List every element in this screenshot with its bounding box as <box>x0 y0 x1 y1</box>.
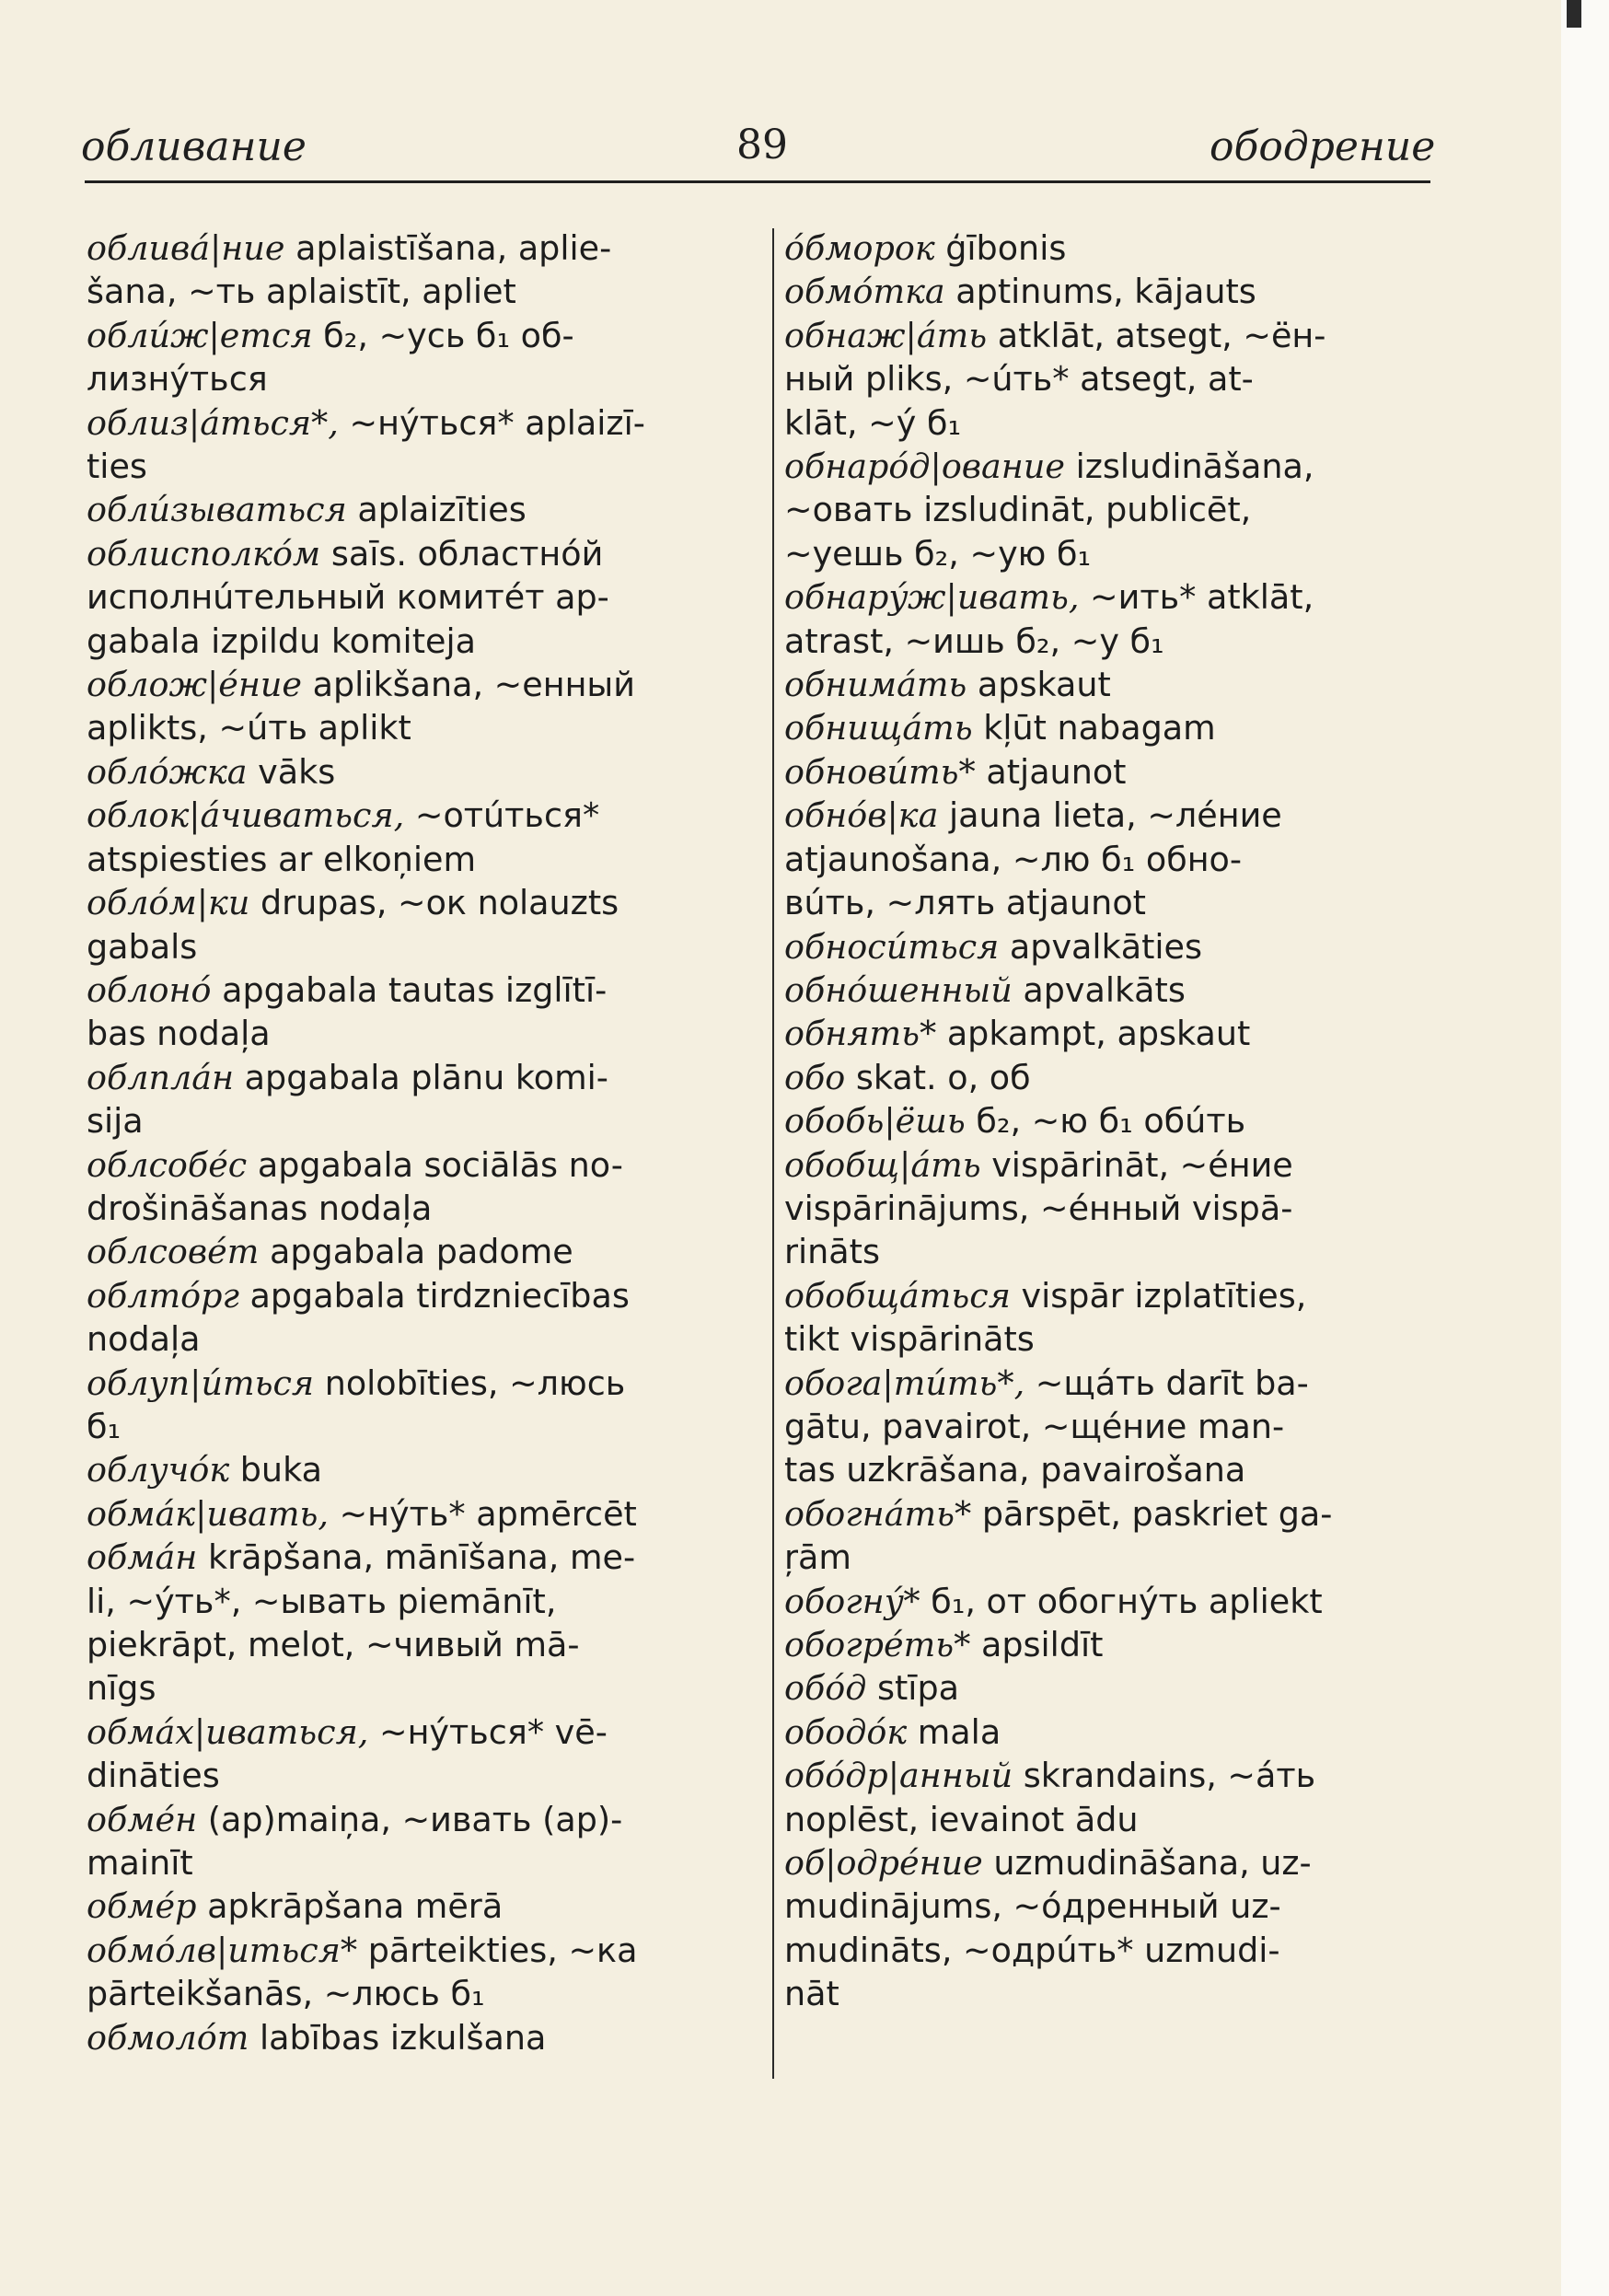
entry-first-line <box>784 794 1440 837</box>
right-column <box>784 226 1440 2016</box>
headword: обновúть* <box>784 751 976 792</box>
definition: apgabala tirdzniecības <box>249 1275 630 1316</box>
headword: облож|éние <box>87 665 303 705</box>
headword: облсовéт <box>87 1232 260 1272</box>
headword: облуп|úться <box>87 1363 315 1403</box>
entry-first-line <box>784 1012 1440 1055</box>
running-head-left: обливание <box>81 123 307 170</box>
headword: óбморок <box>784 228 935 268</box>
headword: обмóтка <box>784 272 945 312</box>
headword: обливá|ние <box>87 228 285 268</box>
definition: drupas, ~ок nolauzts <box>260 883 619 923</box>
entry-first-line <box>784 1362 1440 1405</box>
headword: облок|áчиваться, <box>87 795 405 836</box>
dictionary-entry <box>784 445 1440 575</box>
definition-continuation: nīgs <box>87 1668 156 1709</box>
definition: aplikšana, ~енный <box>312 665 635 705</box>
dictionary-entry <box>784 1143 1440 1274</box>
headword: обмáн <box>87 1537 198 1578</box>
entry-first-line <box>784 445 1440 488</box>
headword: обмáх|иваться, <box>87 1711 369 1752</box>
definition-continuation: tas uzkrāšana, pavairošana <box>784 1450 1246 1490</box>
entry-first-line <box>87 1536 757 1579</box>
headword: обнимáть <box>784 665 967 705</box>
dictionary-entry <box>87 1143 757 1231</box>
dictionary-entry <box>784 1754 1440 1841</box>
definition-continuation: ŗām <box>784 1537 851 1578</box>
entry-first-line <box>87 1798 757 1841</box>
definition-continuation: ный pliks, ~úть* atsegt, at- <box>784 359 1254 400</box>
headword: облисполкóм <box>87 533 321 574</box>
definition: ~нýться* aplaizī- <box>349 402 645 443</box>
definition: atklāt, atsegt, ~ён- <box>997 315 1326 355</box>
definition-continuation: mainīt <box>87 1843 193 1884</box>
definition-continuation: gabals <box>87 926 198 967</box>
headword: обмóлв|иться* <box>87 1930 358 1970</box>
dictionary-entry <box>87 750 757 794</box>
definition-continuation: nodaļa <box>87 1319 201 1360</box>
headword: обогрéть* <box>784 1625 971 1664</box>
dictionary-entry <box>87 1536 757 1710</box>
headword: об|одрéние <box>784 1843 983 1884</box>
headword: обога|тúть*, <box>784 1363 1025 1403</box>
headword: обнóв|ка <box>784 795 939 836</box>
entry-first-line <box>87 314 757 357</box>
left-column <box>87 226 757 2059</box>
headword: облóжка <box>87 751 248 792</box>
definition: skrandains, ~áть <box>1023 1756 1316 1796</box>
definition: apgabala sociālās no- <box>257 1144 623 1185</box>
definition-continuation: б₁ <box>87 1406 122 1446</box>
definition: krāpšana, mānīšana, me- <box>207 1537 636 1578</box>
dictionary-entry <box>87 1710 757 1798</box>
definition: izsludināšana, <box>1075 446 1314 487</box>
definition-continuation: noplēst, ievainot ādu <box>784 1799 1139 1839</box>
dictionary-entry <box>87 1884 757 1928</box>
definition: б₁, от обогнýть apliekt <box>931 1581 1323 1621</box>
dictionary-entry <box>87 1362 757 1449</box>
dictionary-entry <box>784 575 1440 663</box>
definition-continuation: aplikts, ~úть aplikt <box>87 708 411 748</box>
definition-continuation: ~овать izsludināt, publicēt, <box>784 490 1252 530</box>
entry-first-line <box>784 1099 1440 1142</box>
dictionary-entry <box>784 750 1440 794</box>
definition-continuation: tikt vispārināts <box>784 1319 1035 1360</box>
headword: ободóк <box>784 1711 908 1752</box>
entry-first-line <box>784 1580 1440 1623</box>
definition: apsildīt <box>980 1625 1104 1664</box>
entry-first-line <box>87 1448 757 1491</box>
entry-first-line <box>87 1929 757 1972</box>
dictionary-entry <box>87 1274 757 1362</box>
dictionary-entry <box>87 881 757 968</box>
headword: обóдр|анный <box>784 1756 1013 1796</box>
dictionary-entry <box>87 226 757 314</box>
definition-continuation: вúть, ~лять atjaunot <box>784 883 1146 923</box>
definition-continuation: лизнýться <box>87 359 268 400</box>
definition-continuation: gabala izpildu komiteja <box>87 620 476 661</box>
headword: облонó <box>87 969 212 1010</box>
entry-first-line <box>784 1710 1440 1754</box>
definition-continuation: исполнúтельный комитéт ap- <box>87 577 609 618</box>
definition: ~щáть darīt ba- <box>1035 1363 1309 1403</box>
entry-first-line <box>87 1710 757 1754</box>
dictionary-entry <box>784 1666 1440 1710</box>
headword: обобь|ёшь <box>784 1101 966 1142</box>
headword: обо <box>784 1057 846 1097</box>
definition: б₂, ~ю б₁ обúть <box>976 1101 1246 1142</box>
entry-first-line <box>87 794 757 837</box>
headword: облúж|ется <box>87 315 313 355</box>
definition-continuation: pārteikšanās, ~люсь б₁ <box>87 1974 485 2014</box>
headword: облúзываться <box>87 490 347 530</box>
entry-first-line <box>784 1666 1440 1710</box>
dictionary-entry <box>784 968 1440 1012</box>
definition: saīs. областнóй <box>330 533 604 574</box>
entry-first-line <box>87 401 757 445</box>
definition: (ap)maiņa, ~ивать (ap)- <box>207 1799 623 1839</box>
definition: ~ить* atklāt, <box>1090 577 1314 618</box>
dictionary-entry <box>784 1623 1440 1666</box>
definition: jauna lieta, ~лéние <box>948 795 1282 836</box>
dictionary-entry <box>87 2016 757 2059</box>
definition: aplaizīties <box>357 490 527 530</box>
scan-margin <box>1561 0 1609 2296</box>
definition: apkampt, apskaut <box>946 1014 1251 1054</box>
entry-first-line <box>784 575 1440 619</box>
dictionary-entry <box>784 794 1440 924</box>
definition: ~нýть* apmērcēt <box>339 1493 637 1534</box>
dictionary-entry <box>784 925 1440 968</box>
entry-first-line <box>87 1274 757 1317</box>
dictionary-entry <box>784 1362 1440 1492</box>
headword: обнаж|áть <box>784 315 988 355</box>
entry-first-line <box>87 1143 757 1187</box>
entry-first-line <box>784 706 1440 749</box>
header-rule <box>85 180 1430 183</box>
definition-continuation: piekrāpt, melot, ~чивый mā- <box>87 1625 580 1664</box>
entry-first-line <box>87 1230 757 1273</box>
definition-continuation: šana, ~ть aplaistīt, apliet <box>87 272 516 312</box>
definition: ~нýться* vē- <box>378 1711 608 1752</box>
dictionary-entry <box>784 1099 1440 1142</box>
headword: обнарóд|ование <box>784 446 1065 487</box>
definition-continuation: li, ~ýть*, ~ывать piemānīt, <box>87 1581 557 1621</box>
entry-first-line <box>87 532 757 575</box>
entry-first-line <box>784 1841 1440 1884</box>
entry-first-line <box>87 488 757 531</box>
entry-first-line <box>87 1884 757 1928</box>
headword: облплáн <box>87 1057 235 1097</box>
entry-first-line <box>784 226 1440 270</box>
headword: обмáк|ивать, <box>87 1493 329 1534</box>
headword: облучóк <box>87 1450 230 1490</box>
definition: ģībonis <box>945 228 1067 268</box>
entry-first-line <box>87 1056 757 1099</box>
headword: обмолóт <box>87 2017 249 2058</box>
dictionary-entry <box>784 1056 1440 1099</box>
entry-first-line <box>784 925 1440 968</box>
definition-continuation: atjaunošana, ~лю б₁ обно- <box>784 839 1243 879</box>
page-number: 89 <box>736 122 788 168</box>
entry-first-line <box>87 226 757 270</box>
definition-continuation: mudinājums, ~óдренный uz- <box>784 1886 1281 1927</box>
definition-continuation: ties <box>87 446 147 487</box>
entry-first-line <box>87 2016 757 2059</box>
definition-continuation: rināts <box>784 1232 880 1272</box>
definition: kļūt nabagam <box>983 708 1216 748</box>
definition: buka <box>239 1450 322 1490</box>
dictionary-entry <box>784 1710 1440 1754</box>
dictionary-entry <box>87 1230 757 1273</box>
definition: apvalkāties <box>1009 926 1202 967</box>
headword: обнищáть <box>784 708 973 748</box>
definition-continuation: gātu, pavairot, ~щéние man- <box>784 1406 1285 1446</box>
dictionary-entry <box>87 1929 757 2016</box>
definition: apgabala padome <box>269 1232 573 1272</box>
definition: aplaistīšana, aplie- <box>295 228 612 268</box>
dictionary-entry <box>784 314 1440 445</box>
dictionary-entry <box>87 794 757 881</box>
definition: vispārināt, ~éние <box>991 1144 1293 1185</box>
dictionary-entry <box>784 270 1440 313</box>
entry-first-line <box>784 968 1440 1012</box>
definition: apvalkāts <box>1023 969 1186 1010</box>
dictionary-entry <box>87 1492 757 1536</box>
headword: обогнý* <box>784 1581 920 1621</box>
definition: apgabala tautas izglītī- <box>222 969 608 1010</box>
entry-first-line <box>87 1492 757 1536</box>
definition-continuation: sija <box>87 1101 144 1142</box>
definition: pārteikties, ~ка <box>367 1930 638 1970</box>
definition-continuation: klāt, ~ý б₁ <box>784 402 962 443</box>
definition: apgabala plānu komi- <box>244 1057 608 1097</box>
definition-continuation: dināties <box>87 1756 220 1796</box>
headword: облсобéс <box>87 1144 248 1185</box>
definition: apskaut <box>977 665 1111 705</box>
dictionary-entry <box>784 663 1440 706</box>
column-divider <box>772 228 774 2079</box>
headword: облтóрг <box>87 1275 239 1316</box>
entry-first-line <box>784 663 1440 706</box>
entry-first-line <box>87 881 757 924</box>
headword: обнарýж|ивать, <box>784 577 1080 618</box>
dictionary-entry <box>87 532 757 663</box>
definition: vāks <box>258 751 336 792</box>
entry-first-line <box>87 663 757 706</box>
entry-first-line <box>87 968 757 1012</box>
dictionary-entry <box>784 1492 1440 1580</box>
dictionary-entry <box>784 1012 1440 1055</box>
running-head-right: ободрение <box>1210 123 1436 170</box>
definition: apkrāpšana mērā <box>207 1886 504 1927</box>
headword: обмéр <box>87 1886 197 1927</box>
entry-first-line <box>87 750 757 794</box>
entry-first-line <box>784 1754 1440 1797</box>
definition-continuation: drošināšanas nodaļa <box>87 1188 433 1228</box>
headword: обобщáться <box>784 1275 1011 1316</box>
definition: pārspēt, paskriet ga- <box>981 1493 1333 1534</box>
headword: облóм|ки <box>87 883 250 923</box>
headword: обобщ|áть <box>784 1144 981 1185</box>
dictionary-entry <box>87 314 757 401</box>
headword: обносúться <box>784 926 1000 967</box>
definition-continuation: atspiesties ar elkoņiem <box>87 839 477 879</box>
entry-first-line <box>784 1143 1440 1187</box>
headword: облиз|áться*, <box>87 402 339 443</box>
dictionary-entry <box>87 1056 757 1143</box>
dictionary-entry <box>784 706 1440 749</box>
dictionary-entry <box>87 401 757 489</box>
entry-first-line <box>784 314 1440 357</box>
definition: skat. о, об <box>855 1057 1031 1097</box>
entry-first-line <box>784 1274 1440 1317</box>
definition-continuation: bas nodaļa <box>87 1014 271 1054</box>
headword: обнять* <box>784 1014 937 1054</box>
definition-continuation: vispārinājums, ~éнный vispā- <box>784 1188 1293 1228</box>
dictionary-entry <box>87 488 757 531</box>
dictionary-entry <box>87 968 757 1056</box>
headword: обмéн <box>87 1799 198 1839</box>
scan-mark <box>1567 0 1581 28</box>
entry-first-line <box>784 1492 1440 1536</box>
dictionary-entry <box>87 1798 757 1885</box>
definition: б₂, ~усь б₁ об- <box>323 315 574 355</box>
definition-continuation: atrast, ~ишь б₂, ~у б₁ <box>784 620 1164 661</box>
dictionary-entry <box>784 1841 1440 2016</box>
headword: обóд <box>784 1668 867 1709</box>
definition-continuation: nāt <box>784 1974 839 2014</box>
definition: vispār izplatīties, <box>1021 1275 1307 1316</box>
definition: atjaunot <box>986 751 1127 792</box>
entry-first-line <box>784 270 1440 313</box>
entry-first-line <box>87 1362 757 1405</box>
definition: mala <box>917 1711 1001 1752</box>
definition-continuation: mudināts, ~одрúть* uzmudi- <box>784 1930 1280 1970</box>
dictionary-entry <box>87 663 757 750</box>
definition: aptinums, kājauts <box>955 272 1256 312</box>
definition: uzmudināšana, uz- <box>993 1843 1312 1884</box>
headword: обогнáть* <box>784 1493 972 1534</box>
definition: nolobīties, ~люсь <box>324 1363 626 1403</box>
entry-first-line <box>784 1623 1440 1666</box>
definition: stīpa <box>876 1668 959 1709</box>
dictionary-entry <box>87 1448 757 1491</box>
definition: labības izkulšana <box>259 2017 547 2058</box>
entry-first-line <box>784 1056 1440 1099</box>
dictionary-entry <box>784 226 1440 270</box>
dictionary-entry <box>784 1274 1440 1362</box>
dictionary-entry <box>784 1580 1440 1623</box>
definition: ~отúться* <box>414 795 600 836</box>
definition-continuation: ~уешь б₂, ~ую б₁ <box>784 533 1092 574</box>
headword: обнóшенный <box>784 969 1013 1010</box>
entry-first-line <box>784 750 1440 794</box>
